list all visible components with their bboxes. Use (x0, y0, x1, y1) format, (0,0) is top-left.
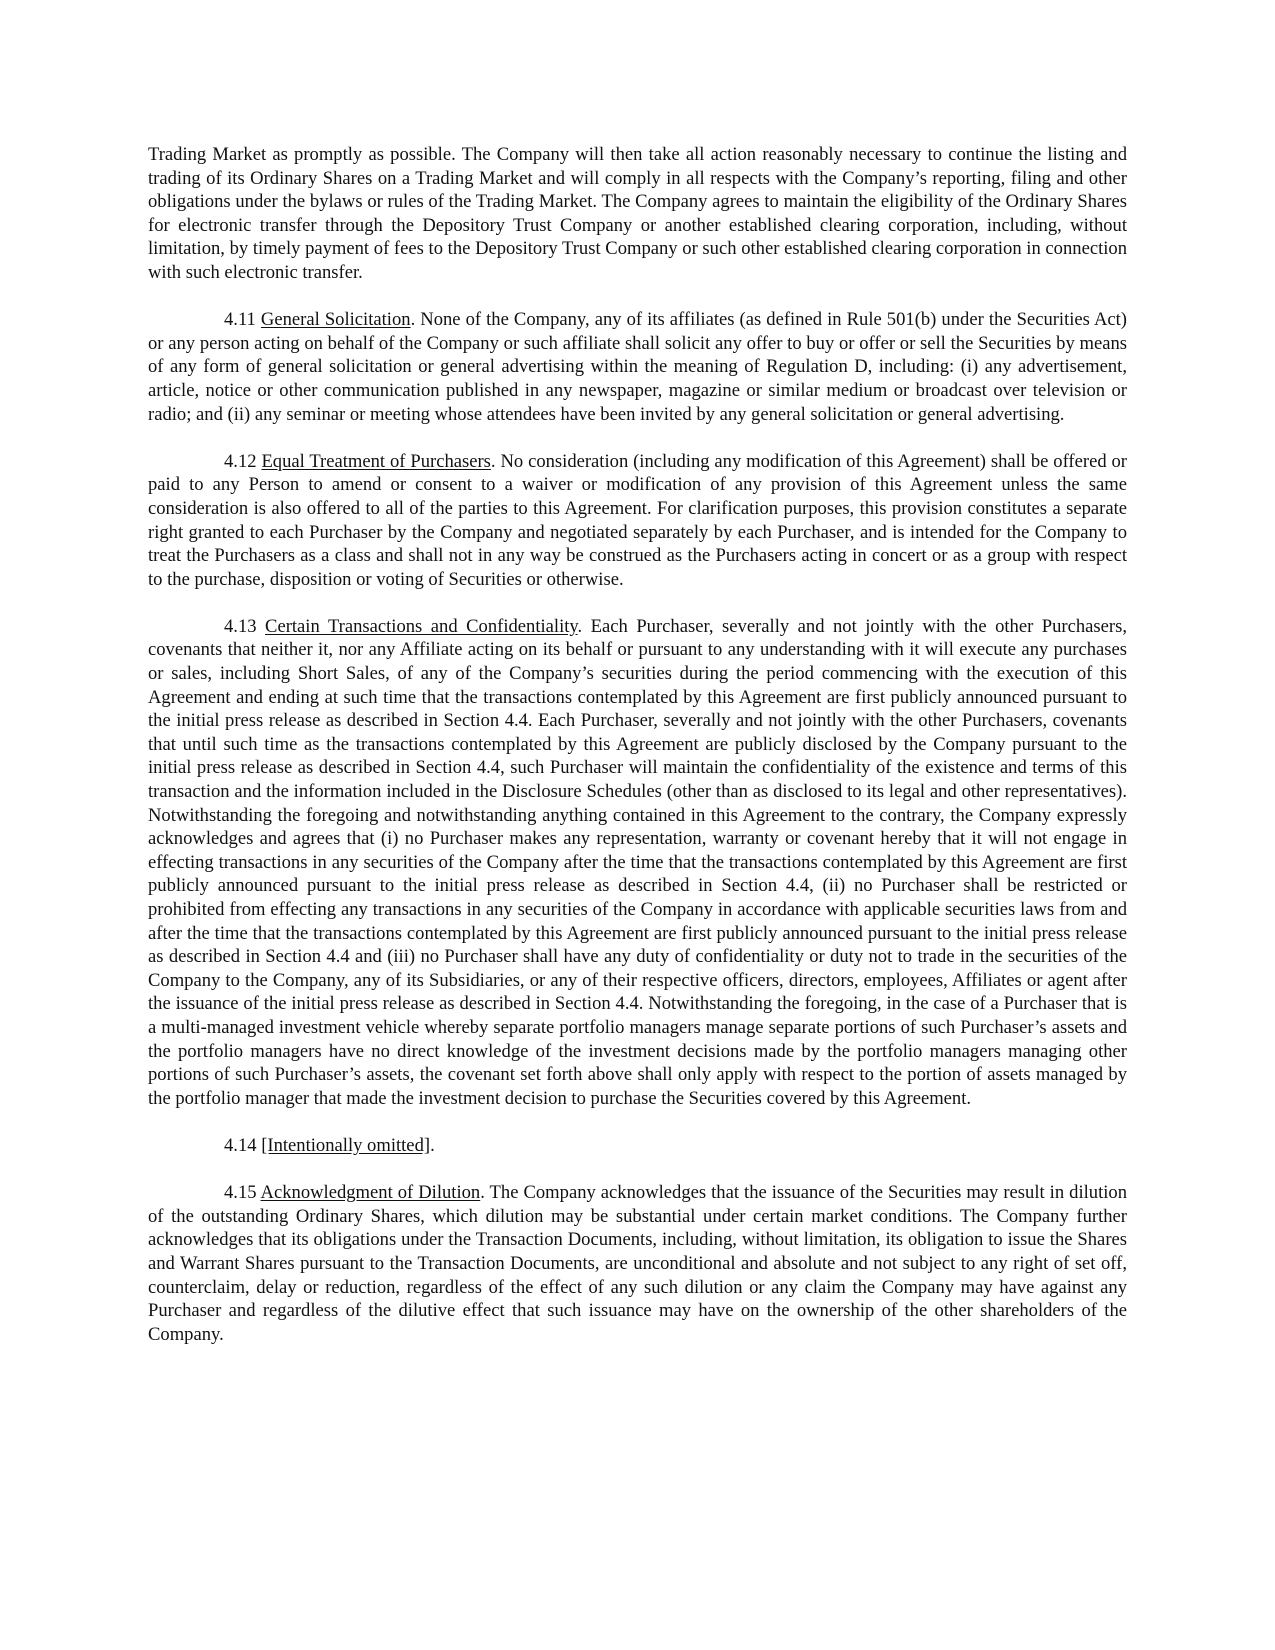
section-heading: Certain Transactions and Confidentiality (265, 615, 578, 637)
section-body: . None of the Company, any of its affiliates (as defined in Rule 501(b) under the Securities Act) or any person acting on behalf of the Company or such affiliate shall solicit any offer to buy or offer or sell the Securities by means of any form of general solicitation or general advertising within the meaning of Regulation D, including: (i) any advertisement, article, notice or other communication published in any newspaper, magazine or similar medium or broadcast over television or radio; and (ii) any seminar or meeting whose attendees have been invited by any general solicitation or general advertising. (148, 309, 1127, 425)
section-4-14 (148, 1134, 1127, 1158)
section-body: . No consideration (including any modification of this Agreement) shall be offered or paid to any Person to amend or consent to a waiver or modification of any provision of this Agreement unless the same consideration is also offered to all of the parties to this Agreement. For clarification purposes, this provision constitutes a separate right granted to each Purchaser by the Company and negotiated separately by each Purchaser, and is intended for the Company to treat the Purchasers as a class and shall not in any way be construed as the Purchasers acting in concert or as a group with respect to the purchase, disposition or voting of Securities or otherwise. (148, 450, 1127, 590)
section-body: . (430, 1134, 435, 1156)
section-heading: General Solicitation (260, 309, 411, 331)
section-body: . Each Purchaser, severally and not jointly with the other Purchasers, covenants that neither it, nor any Affiliate acting on its behalf or pursuant to any understanding with it will execute any purchases or sales, including Short Sales, of any of the Company’s securities during the period commencing with the execution of this Agreement and ending at such time that the transactions contemplated by this Agreement are first publicly announced pursuant to the initial press release as described in Section 4.4. Each Purchaser, severally and not jointly with the other Purchasers, covenants that until such time as the transactions contemplated by this Agreement are publicly disclosed by the Company pursuant to the initial press release as described in Section 4.4, such Purchaser will maintain the confidentiality of the existence and terms of this transaction and the information included in the Disclosure Schedules (other than as disclosed to its legal and other representatives). Notwithstanding the foregoing and notwithstanding anything contained in this Agreement to the contrary, the Company expressly acknowledges and agrees that (i) no Purchaser makes any representation, warranty or covenant hereby that it will not engage in effecting transactions in any securities of the Company after the time that the transactions contemplated by this Agreement are first publicly announced pursuant to the initial press release as described in Section 4.4, (ii) no Purchaser shall be restricted or prohibited from effecting any transactions in any securities of the Company in accordance with applicable securities laws from and after the time that the transactions contemplated by this Agreement are first publicly announced pursuant to the initial press release as described in Section 4.4 and (iii) no Purchaser shall have any duty of confidentiality or duty not to trade in the securities of the Company to the Company, any of its Subsidiaries, or any of their respective officers, directors, employees, Affiliates or agent after the issuance of the initial press release as described in Section 4.4. Notwithstanding the foregoing, in the case of a Purchaser that is a multi-managed investment vehicle whereby separate portfolio managers manage separate portions of such Purchaser’s assets and the portfolio managers have no direct knowledge of the investment decisions made by the portfolio managers managing other portions of such Purchaser’s assets, the covenant set forth above shall only apply with respect to the portion of assets managed by the portfolio manager that made the investment decision to purchase the Securities covered by this Agreement. (148, 615, 1127, 1109)
section-heading: Acknowledgment of Dilution (260, 1182, 481, 1204)
section-number: 4.15 (224, 1182, 257, 1204)
section-4-13 (148, 615, 1127, 1110)
section-4-12 (148, 450, 1127, 592)
section-number: 4.12 (224, 450, 257, 472)
section-heading: [Intentionally omitted] (261, 1134, 431, 1156)
document-page (148, 143, 1127, 1370)
section-number: 4.13 (224, 615, 257, 637)
section-4-11 (148, 308, 1127, 426)
continuation-paragraph: Trading Market as promptly as possible. The Company will then take all action reasonably necessary to continue the listing and trading of its Ordinary Shares on a Trading Market and will comply in all respects with the Company’s reporting, filing and other obligations under the bylaws or rules of the Trading Market. The Company agrees to maintain the eligibility of the Ordinary Shares for electronic transfer through the Depository Trust Company or another established clearing corporation, including, without limitation, by timely payment of fees to the Depository Trust Company or such other established clearing corporation in connection with such electronic transfer. (148, 144, 1127, 283)
section-4-15 (148, 1181, 1127, 1346)
section-body: . The Company acknowledges that the issuance of the Securities may result in dilution of the outstanding Ordinary Shares, which dilution may be substantial under certain market conditions. The Company further acknowledges that its obligations under the Transaction Documents, including, without limitation, its obligation to issue the Shares and Warrant Shares pursuant to the Transaction Documents, are unconditional and absolute and not subject to any right of set off, counterclaim, delay or reduction, regardless of the effect of any such dilution or any claim the Company may have against any Purchaser and regardless of the dilutive effect that such issuance may have on the ownership of the other shareholders of the Company. (148, 1182, 1127, 1345)
section-heading: Equal Treatment of Purchasers (261, 450, 491, 472)
section-number: 4.14 (224, 1134, 257, 1156)
section-number: 4.11 (224, 309, 256, 331)
